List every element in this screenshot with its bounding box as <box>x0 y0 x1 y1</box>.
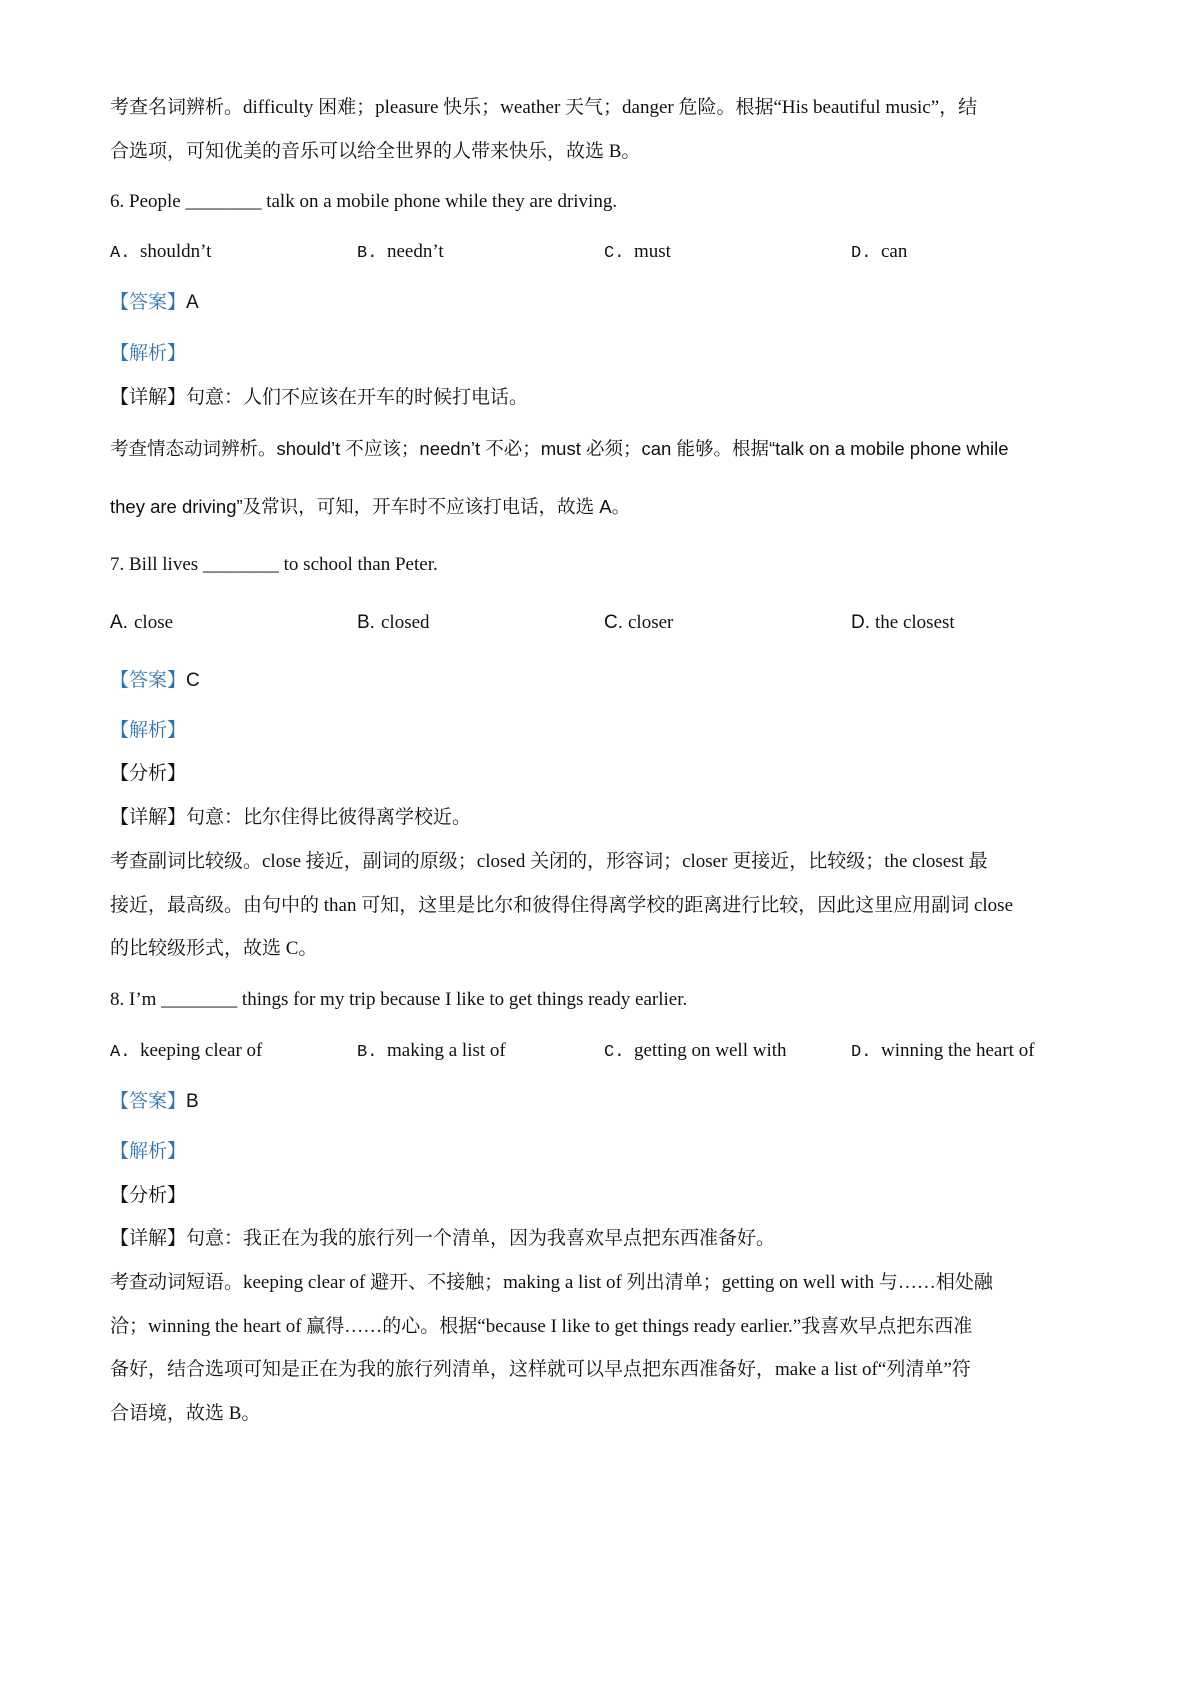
answer-value: B <box>186 1091 199 1112</box>
q7-explanation-line-3: 的比较级形式，故选 C。 <box>110 938 318 959</box>
q7-option-d <box>851 611 955 635</box>
option-letter: B. <box>357 612 375 633</box>
q8-option-a <box>110 1039 262 1065</box>
option-letter: B. <box>357 1043 378 1062</box>
option-text: getting on well with <box>634 1040 787 1061</box>
q7-options <box>110 611 1110 637</box>
option-text: closed <box>381 612 430 633</box>
option-text: shouldn’t <box>140 241 212 262</box>
q6-stem: 6. People ________ talk on a mobile phone while they are driving. <box>110 191 618 212</box>
q5-explanation-line-1: 考查名词辨析。difficulty 困难；pleasure 快乐；weather 天气；danger 危险。根据“His beautiful music”，结 <box>110 97 978 118</box>
answer-value: C <box>186 670 200 691</box>
q8-explanation-line-3: 备好，结合选项可知是正在为我的旅行列清单，这样就可以早点把东西准备好，make a list of“列清单”符 <box>110 1359 971 1380</box>
answer-value: A <box>186 292 199 313</box>
q7-stem: 7. Bill lives ________ to school than Peter. <box>110 554 438 575</box>
option-text: keeping clear of <box>140 1040 263 1061</box>
q7-detail: 【详解】句意：比尔住得比彼得离学校近。 <box>110 807 472 828</box>
q8-detail: 【详解】句意：我正在为我的旅行列一个清单，因为我喜欢早点把东西准备好。 <box>110 1228 776 1249</box>
q6-option-b <box>357 240 444 266</box>
q8-option-d <box>851 1039 1035 1065</box>
option-letter: B. <box>357 244 378 263</box>
option-letter: A. <box>110 244 131 263</box>
option-text: the closest <box>875 612 955 633</box>
option-text: making a list of <box>387 1040 506 1061</box>
option-letter: C. <box>604 244 625 263</box>
q7-option-b <box>357 611 430 635</box>
q6-answer <box>110 291 199 315</box>
q8-analysis-label: 【解析】 <box>110 1141 187 1162</box>
option-text: needn’t <box>387 241 444 262</box>
option-text: can <box>881 241 908 262</box>
q6-explanation-line-1: 考查情态动词辨析。should’t 不应该；needn’t 不必；must 必须；can 能够。根据“talk on a mobile phone while <box>110 438 1009 459</box>
q8-fenxi-label: 【分析】 <box>110 1185 187 1206</box>
q8-explanation-line-4: 合语境，故选 B。 <box>110 1403 261 1424</box>
q6-detail: 【详解】句意：人们不应该在开车的时候打电话。 <box>110 387 529 408</box>
q6-option-a <box>110 240 211 266</box>
option-letter: C. <box>604 1043 625 1062</box>
answer-label: 【答案】 <box>110 1091 187 1112</box>
q6-option-c <box>604 240 671 266</box>
option-text: close <box>134 612 174 633</box>
option-letter: C. <box>604 612 623 633</box>
option-text: must <box>634 241 671 262</box>
q8-options <box>110 1039 1110 1065</box>
option-text: winning the heart of <box>881 1040 1035 1061</box>
option-letter: A. <box>110 612 128 633</box>
answer-label: 【答案】 <box>110 292 187 313</box>
q7-answer <box>110 669 200 693</box>
answer-label: 【答案】 <box>110 670 187 691</box>
q8-option-b <box>357 1039 506 1065</box>
q7-option-a <box>110 611 173 635</box>
q7-analysis-label: 【解析】 <box>110 720 187 741</box>
q5-explanation-line-2: 合选项，可知优美的音乐可以给全世界的人带来快乐，故选 B。 <box>110 141 641 162</box>
q7-explanation-line-1: 考查副词比较级。close 接近，副词的原级；closed 关闭的，形容词；closer 更接近，比较级；the closest 最 <box>110 851 988 872</box>
q6-option-d <box>851 240 907 266</box>
q7-explanation-line-2: 接近，最高级。由句中的 than 可知，这里是比尔和彼得住得离学校的距离进行比较，因此这里应用副词 close <box>110 895 1014 916</box>
option-text: closer <box>628 612 674 633</box>
q6-options <box>110 240 1110 266</box>
q8-option-c <box>604 1039 787 1065</box>
option-letter: D. <box>851 1043 872 1062</box>
option-letter: D. <box>851 244 872 263</box>
option-letter: D. <box>851 612 870 633</box>
q6-explanation-line-2: they are driving”及常识，可知，开车时不应该打电话，故选 A。 <box>110 496 631 517</box>
option-letter: A. <box>110 1043 131 1062</box>
q8-explanation-line-2: 洽；winning the heart of 赢得……的心。根据“because I like to get things ready earlier.”我喜欢早点把东西准 <box>110 1316 973 1337</box>
q8-answer <box>110 1090 199 1114</box>
q8-stem: 8. I’m ________ things for my trip because I like to get things ready earlier. <box>110 989 688 1010</box>
q7-fenxi-label: 【分析】 <box>110 763 187 784</box>
q7-option-c <box>604 611 673 635</box>
q6-analysis-label: 【解析】 <box>110 343 187 364</box>
q8-explanation-line-1: 考查动词短语。keeping clear of 避开、不接触；making a list of 列出清单；getting on well with 与……相处融 <box>110 1272 993 1293</box>
